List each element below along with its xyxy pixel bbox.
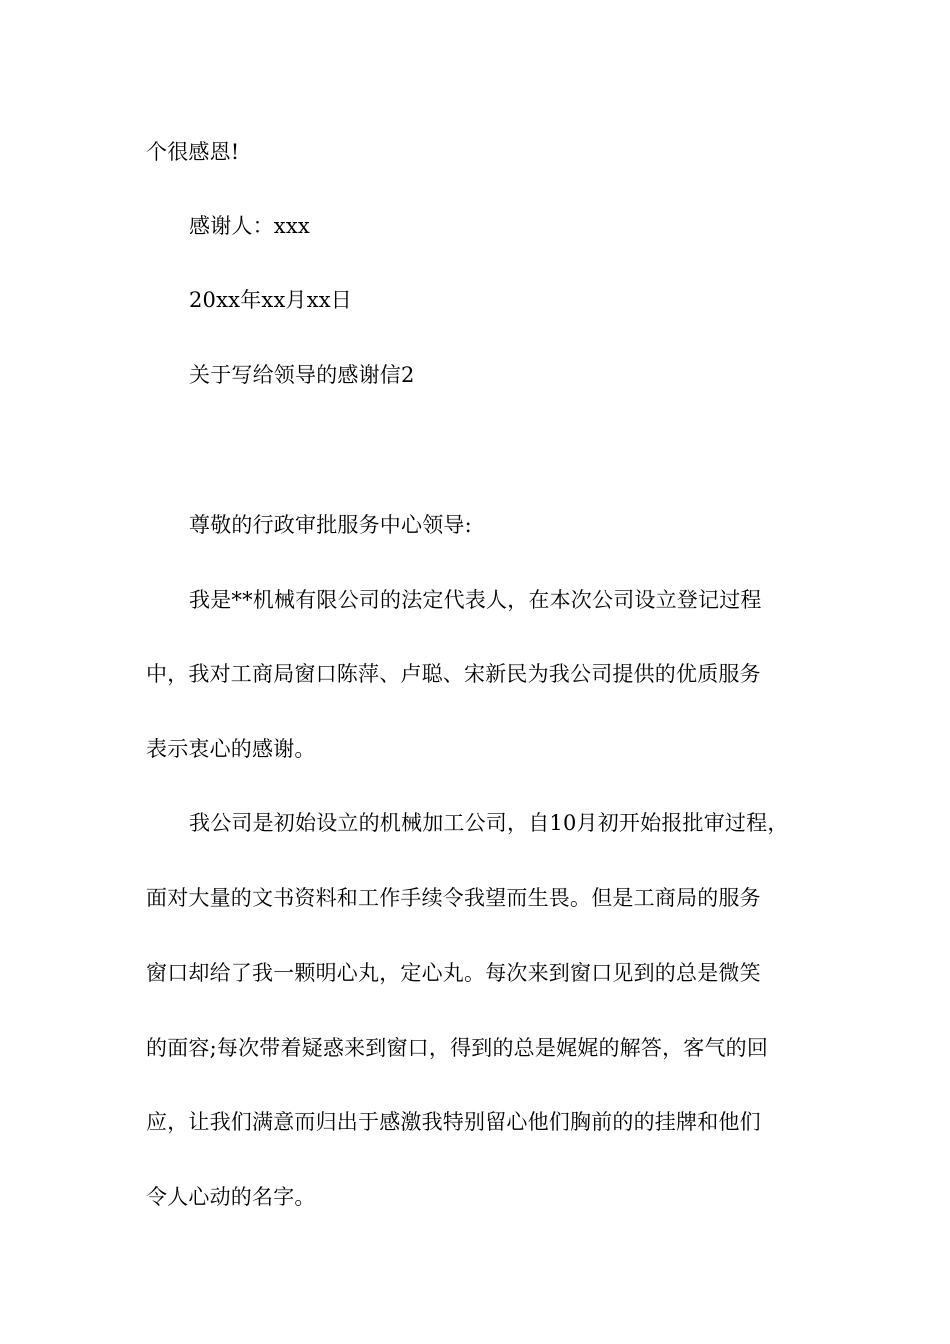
paragraph-1-line-3: 表示衷心的感谢。 xyxy=(146,737,316,761)
text-line-date: 20xx年xx月xx日 xyxy=(189,288,352,312)
paragraph-1-line-2: 中，我对工商局窗口陈萍、卢聪、宋新民为我公司提供的优质服务 xyxy=(146,662,761,686)
text-line-signer: 感谢人：xxx xyxy=(189,214,310,238)
letter-salutation: 尊敬的行政审批服务中心领导: xyxy=(189,513,472,537)
section-title: 关于写给领导的感谢信2 xyxy=(189,363,415,387)
paragraph-2-line-5: 应，让我们满意而归出于感激我特别留心他们胸前的的挂牌和他们 xyxy=(146,1110,761,1134)
paragraph-1-line-1: 我是**机械有限公司的法定代表人，在本次公司设立登记过程 xyxy=(189,588,762,612)
paragraph-2-line-2: 面对大量的文书资料和工作手续令我望而生畏。但是工商局的服务 xyxy=(146,886,761,910)
paragraph-2-line-3: 窗口却给了我一颗明心丸，定心丸。每次来到窗口见到的总是微笑 xyxy=(146,961,761,985)
paragraph-2-line-6: 令人心动的名字。 xyxy=(146,1185,316,1209)
text-line-closing: 个很感恩! xyxy=(146,140,240,164)
paragraph-2-line-1: 我公司是初始设立的机械加工公司，自10月初开始报批审过程， xyxy=(189,811,789,835)
paragraph-2-line-4: 的面容;每次带着疑惑来到窗口，得到的总是娓娓的解答，客气的回 xyxy=(146,1036,769,1060)
